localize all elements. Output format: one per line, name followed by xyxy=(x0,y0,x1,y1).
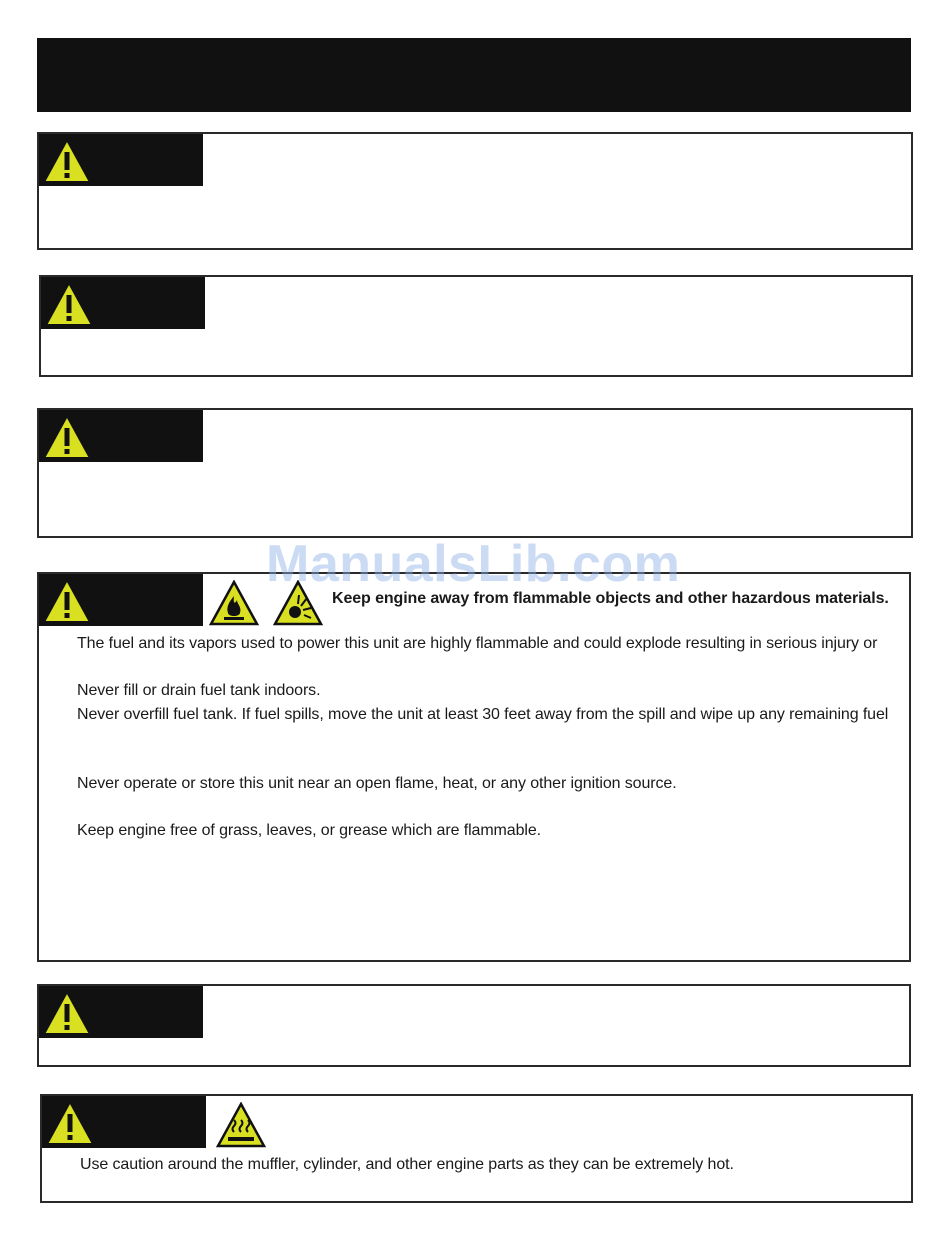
watermark: ManualsLib.com xyxy=(266,535,681,593)
warning-triangle-icon xyxy=(42,578,92,624)
warning-triangle-icon xyxy=(42,990,92,1036)
signal-word-block xyxy=(42,1096,206,1148)
warning-panel-1 xyxy=(37,132,913,250)
signal-word-block xyxy=(39,410,203,462)
hazard-text-line: Never fill or drain fuel tank indoors. xyxy=(77,682,321,699)
warning-triangle-icon xyxy=(45,1100,95,1146)
panel-headline: Keep engine away from flammable objects and other hazardous materials. xyxy=(332,590,889,607)
hot-surface-icon xyxy=(216,1102,266,1148)
signal-word-block xyxy=(39,986,203,1038)
hazard-text-line: Never overfill fuel tank. If fuel spills, move the unit at least 30 feet away from the spill and wipe up any remaining fuel xyxy=(77,706,889,723)
signal-word-block xyxy=(39,134,203,186)
hazard-text-line: Never operate or store this unit near an open flame, heat, or any other ignition source. xyxy=(77,775,677,792)
warning-triangle-icon xyxy=(42,414,92,460)
warning-panel-hot-surface xyxy=(40,1094,913,1203)
flammable-icon xyxy=(209,580,259,626)
hazard-text-line: Use caution around the muffler, cylinder, and other engine parts as they can be extremely hot. xyxy=(80,1156,734,1173)
warning-triangle-icon xyxy=(42,138,92,184)
warning-panel-3 xyxy=(37,408,913,538)
signal-word-block xyxy=(39,574,203,626)
section-header-bar xyxy=(37,38,911,112)
hazard-text-line: Keep engine free of grass, leaves, or grease which are flammable. xyxy=(77,822,541,839)
hazard-text-line: The fuel and its vapors used to power this unit are highly flammable and could explode resulting in serious injury or xyxy=(77,635,878,652)
warning-panel-5 xyxy=(37,984,911,1067)
signal-word-block xyxy=(41,277,205,329)
warning-triangle-icon xyxy=(44,281,94,327)
warning-panel-fire-hazard xyxy=(37,572,911,962)
warning-panel-2 xyxy=(39,275,913,377)
